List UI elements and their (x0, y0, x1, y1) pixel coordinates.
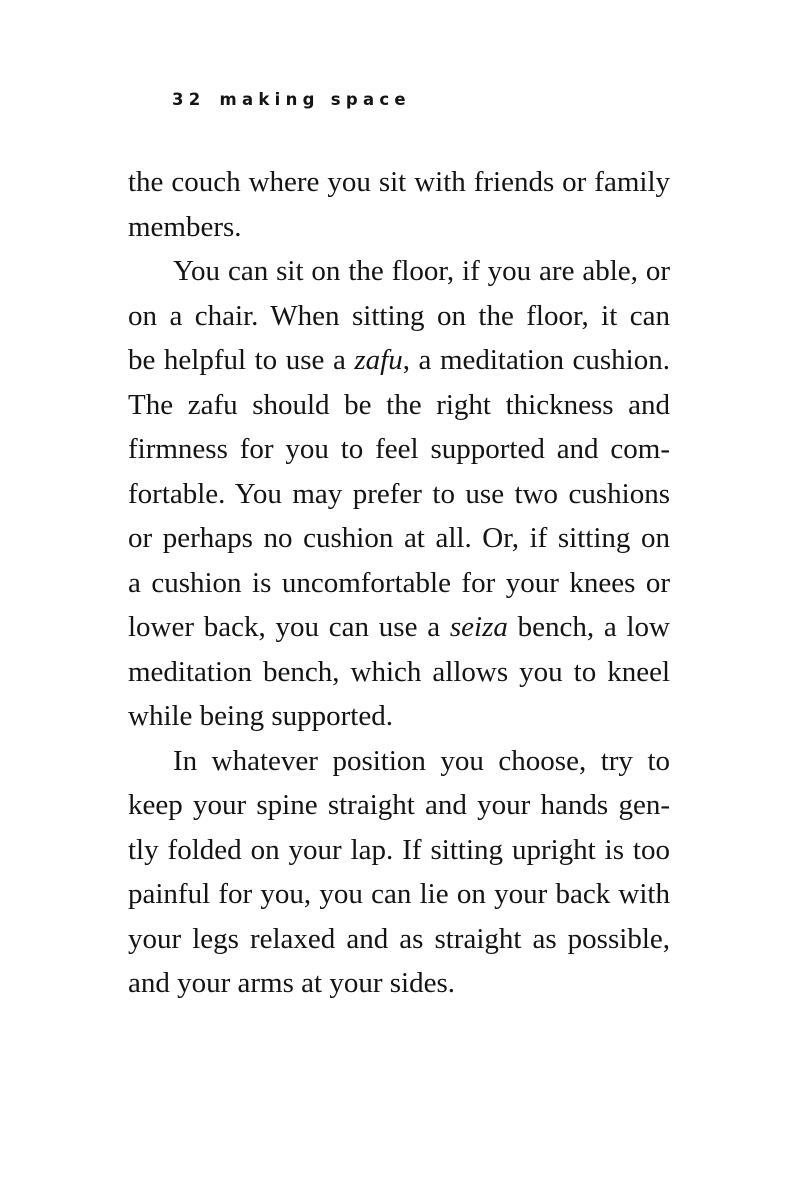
page-header (172, 90, 411, 109)
text-line: on a chair. When sitting on the floor, it can (128, 299, 670, 332)
text-line: and your arms at your sides. (128, 967, 455, 999)
text-line: your legs relaxed and as straight as possible, (128, 922, 670, 955)
text-line: keep your spine straight and your hands gen- (128, 789, 670, 821)
text-line: or perhaps no cushion at all. Or, if sitting on (128, 522, 670, 554)
text-line: painful for you, you can lie on your back with (128, 878, 670, 910)
text-line: lower back, you can use a seiza bench, a low (128, 611, 671, 643)
text-line: The zafu should be the right thickness and (128, 388, 670, 421)
text-line: fortable. You may prefer to use two cushions (128, 477, 670, 510)
running-head-title: making space (219, 90, 411, 109)
text-line: the couch where you sit with friends or family (128, 166, 670, 198)
text-line: be helpful to use a zafu, a meditation cushion. (128, 344, 670, 376)
italic-term: seiza (449, 611, 508, 643)
page-number: 32 (172, 90, 206, 109)
text-line: a cushion is uncomfortable for your knees or (128, 566, 670, 599)
text-line: You can sit on the floor, if you are able, or (173, 255, 670, 287)
text-line: while being supported. (128, 700, 393, 732)
text-line: tly folded on your lap. If sitting upright is too (128, 833, 670, 866)
text-line: meditation bench, which allows you to kneel (128, 655, 670, 688)
italic-term: zafu (354, 344, 403, 376)
text-line: firmness for you to feel supported and com- (128, 433, 670, 465)
text-line: In whatever position you choose, try to (173, 744, 670, 777)
body-text (128, 160, 670, 1006)
text-line: members. (128, 210, 242, 243)
